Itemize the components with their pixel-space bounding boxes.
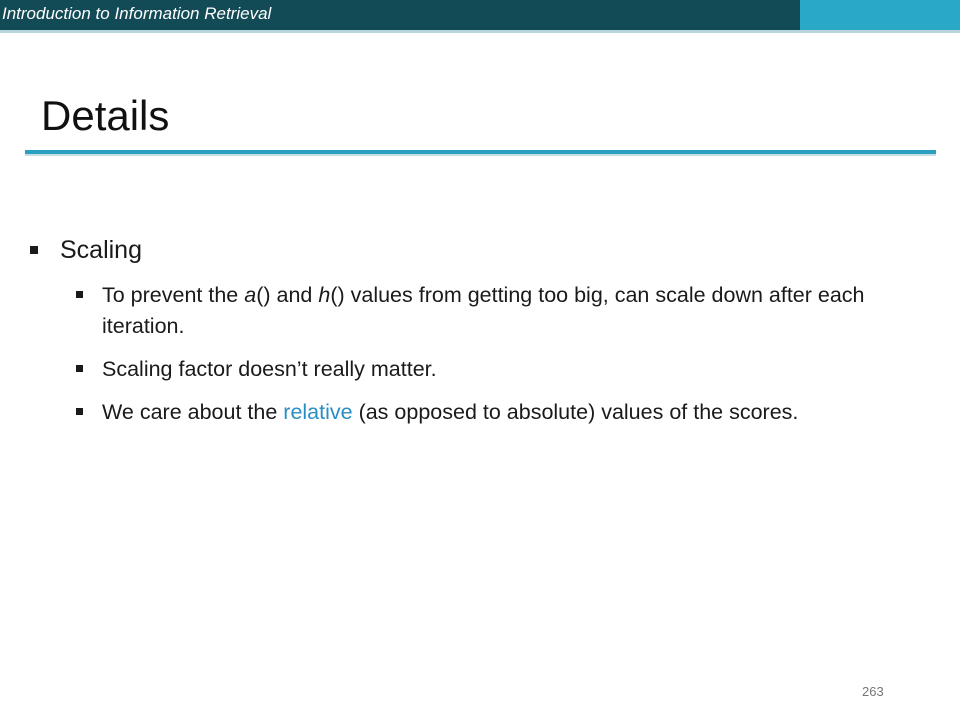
header-bar-dark bbox=[0, 0, 800, 30]
title-rule-shadow bbox=[25, 154, 936, 156]
square-bullet-icon bbox=[76, 365, 83, 372]
sub-bullet-prevent bbox=[28, 280, 908, 342]
highlight-relative: relative bbox=[283, 400, 353, 424]
sub-bullet-text bbox=[102, 283, 865, 338]
course-title: Introduction to Information Retrieval bbox=[2, 4, 272, 23]
bullet-scaling bbox=[28, 232, 908, 268]
sub-bullet-scaling-factor bbox=[28, 354, 908, 385]
page-number: 263 bbox=[862, 684, 884, 699]
square-bullet-icon bbox=[30, 246, 38, 254]
bullet-label: Scaling bbox=[60, 236, 142, 264]
slide-title: Details bbox=[41, 92, 170, 139]
square-bullet-icon bbox=[76, 291, 83, 298]
italic-a: a bbox=[244, 283, 257, 307]
text-segment: (as opposed to absolute) values of the scores. bbox=[352, 400, 799, 424]
sub-bullet-relative bbox=[28, 397, 908, 428]
text-segment: () and bbox=[256, 283, 319, 307]
slide-header-bar bbox=[0, 0, 960, 30]
header-underline bbox=[0, 30, 960, 33]
text-segment: We care about the bbox=[102, 400, 284, 424]
sub-bullet-text bbox=[102, 400, 798, 424]
square-bullet-icon bbox=[76, 408, 83, 415]
header-bar-accent bbox=[800, 0, 960, 30]
slide-content bbox=[28, 232, 908, 440]
sub-bullet-text: Scaling factor doesn’t really matter. bbox=[102, 357, 437, 381]
text-segment: To prevent the bbox=[102, 283, 245, 307]
text-segment: () values from getting too big, can scale down after each iteration. bbox=[102, 283, 865, 338]
italic-h: h bbox=[318, 283, 331, 307]
